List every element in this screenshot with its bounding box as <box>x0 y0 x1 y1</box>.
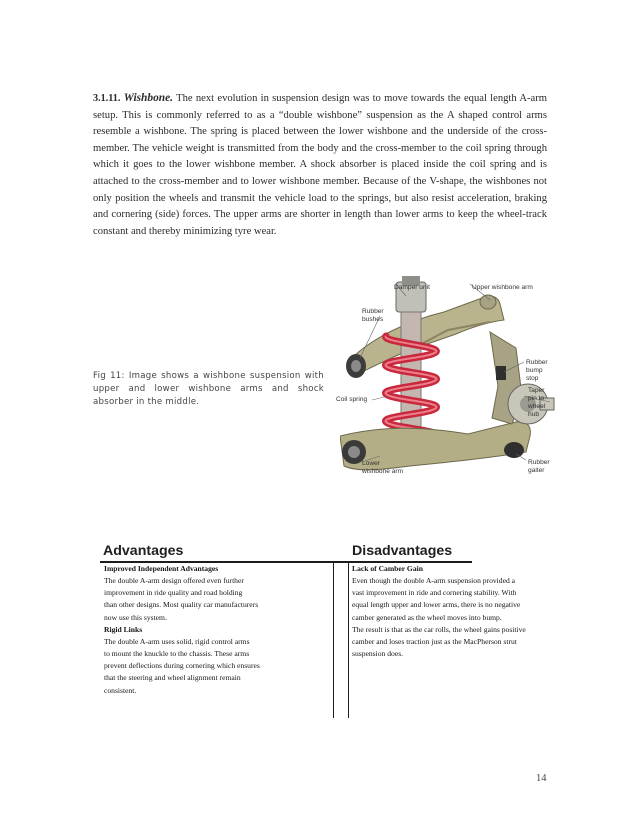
advantages-title: Advantages <box>103 543 184 559</box>
advantage-heading: Rigid Links <box>104 624 143 634</box>
label-rubber-bushes-2: bushes <box>362 316 384 323</box>
label-taper-pin-4: hub <box>528 411 540 418</box>
section-heading: Wishbone. <box>123 92 174 104</box>
figure-caption: Fig 11: Image shows a wishbone suspension with upper and lower wishbone arms and shock absorber in the middle. <box>93 371 324 407</box>
disadvantages-cell <box>352 563 526 660</box>
disadvantage-line: suspension does. <box>352 649 404 659</box>
label-lower-wishbone-arm-1: Lower <box>362 460 380 467</box>
disadvantage-line: vast improvement in ride and cornering stability. With <box>352 588 517 598</box>
label-rubber-gaiter-2: gaiter <box>528 467 545 474</box>
label-rubber-bump-stop-1: Rubber <box>526 359 548 366</box>
advantage-heading: Improved Independent Advantages <box>104 564 219 573</box>
advantage-line: that the steering and wheel alignment remain <box>104 673 241 683</box>
section-number: 3.1.11. <box>93 93 121 104</box>
advantage-line: The double A-arm design offered even further <box>104 576 244 586</box>
page-number: 14 <box>536 773 547 784</box>
label-damper-unit: Damper unit <box>394 284 430 291</box>
disadvantage-line: camber generated as the wheel moves into bump. <box>352 612 502 622</box>
advantage-line: to mount the knuckle to the chassis. These arms <box>104 649 250 659</box>
label-rubber-bushes-1: Rubber <box>362 308 384 315</box>
label-taper-pin-2: pin to <box>528 395 545 402</box>
advantage-line: The double A-arm uses solid, rigid control arms <box>104 636 250 646</box>
label-upper-wishbone-arm: Upper wishbone arm <box>472 284 533 291</box>
label-rubber-gaiter-1: Rubber <box>528 459 550 466</box>
advantage-line: than other designs. Most quality car manufacturers <box>104 600 259 610</box>
table-divider-right <box>348 561 349 718</box>
table-divider-left <box>333 561 334 718</box>
section-paragraph <box>93 90 547 240</box>
wishbone-suspension-figure <box>336 276 558 490</box>
disadvantage-heading: Lack of Camber Gain <box>352 564 423 573</box>
disadvantages-title: Disadvantages <box>352 543 453 559</box>
label-coil-spring: Coil spring <box>336 396 368 403</box>
disadvantage-line: The result is that as the car rolls, the wheel gains positive <box>352 624 526 634</box>
label-rubber-bump-stop-2: bump <box>526 367 543 374</box>
label-lower-wishbone-arm-2: wishbone arm <box>362 468 404 475</box>
label-taper-pin-3: wheel <box>528 403 546 410</box>
advantage-line: improvement in ride quality and road holding <box>104 588 243 598</box>
section-body: The next evolution in suspension design was to move towards the equal length A-arm setup. This is commonly referred to as a “double wishbone” suspension as the A shaped control arms resemble a wishbone. The spring is placed between the lower wishbone and the underside of the cross-member. The vehicle weight is transmitted from the body and the cross-member to the coil spring through which it goes to the lower wishbone member. A shock absorber is placed inside the coil spring and is attached to the cross-member and to lower wishbone member. Because of the V-shape, the wishbones not only position the wheels and transmit the vehicle load to the springs, but also resist acceleration, braking and cornering (side) forces. The upper arms are shorter in length than lower arms to keep the wheel-track constant and thereby minimizing tyre wear. <box>93 93 547 237</box>
advantage-line: now use this system. <box>104 612 167 622</box>
label-rubber-bump-stop-3: stop <box>526 375 539 382</box>
advantage-line: consistent. <box>104 685 137 695</box>
advantage-line: prevent deflections during cornering which ensures <box>104 661 260 671</box>
label-taper-pin-1: Taper <box>528 387 545 394</box>
advantages-disadvantages-table <box>100 541 526 718</box>
disadvantage-line: Even though the double A-arm suspension provided a <box>352 576 516 586</box>
disadvantage-line: camber and loses traction just as the MacPherson strut <box>352 636 517 646</box>
disadvantage-line: equal length upper and lower arms, there is no negative <box>352 600 521 610</box>
advantages-cell <box>104 563 260 697</box>
